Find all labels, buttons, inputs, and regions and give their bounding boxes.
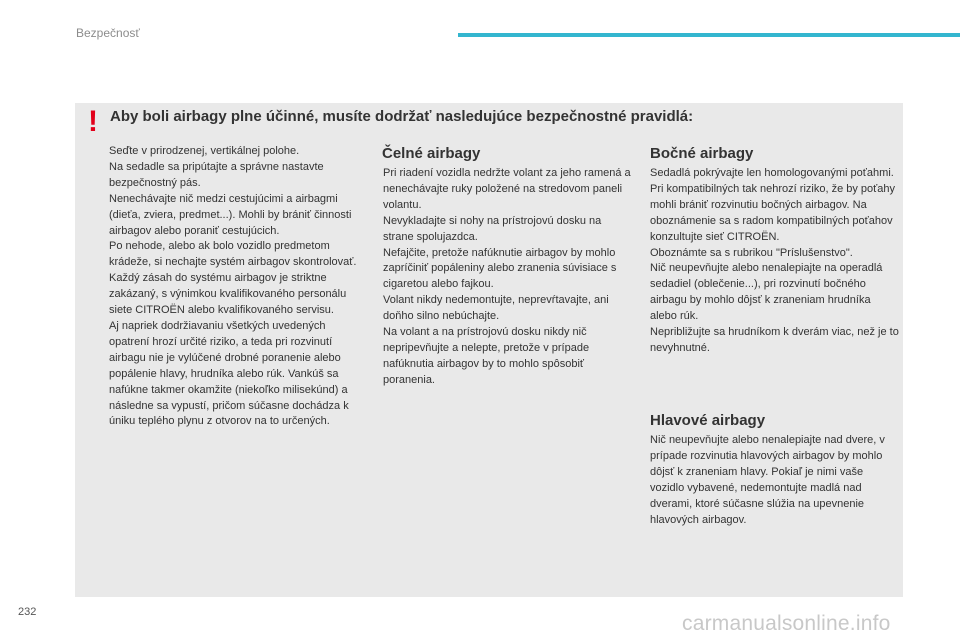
warning-icon: ! (88, 105, 98, 138)
general-paragraph: Každý zásah do systému airbagov je striktne zakázaný, s výnimkou kvalifikovaného personálu siete CITROËN alebo kvalifikovaného servisu. (109, 272, 347, 317)
frontal-paragraph: Pri riadení vozidla nedržte volant za jeho ramená a nenechávajte ruky položené na stredovom paneli volantu. (383, 167, 631, 211)
header-rule (458, 33, 960, 37)
general-paragraph: Po nehode, alebo ak bolo vozidlo predmetom krádeže, si nechajte systém airbagov skontrolovať. (109, 240, 357, 269)
general-paragraph: Na sedadle sa pripútajte a správne nastavte bezpečnostný pás. (109, 160, 324, 189)
side-paragraph: Oboznámte sa s rubrikou "Príslušenstvo". (650, 246, 853, 259)
head-paragraph: Nič neupevňujte alebo nenalepiajte nad dvere, v prípade rozvinutia hlavových airbagov by mohlo dôjsť k zraneniam hlavy. Pokiaľ je nimi vaše vozidlo vybavené, nedemontujte madlá nad dverami, ktoré súčasne slúžia na upevnenie hlavových airbagov. (650, 434, 885, 526)
general-paragraph: Seďte v prirodzenej, vertikálnej polohe. (109, 145, 300, 157)
general-paragraph: Nenechávajte nič medzi cestujúcimi a airbagmi (dieťa, zviera, predmet...). Mohli by brániť činnosti airbagov alebo poraniť cestujúcich. (109, 192, 352, 237)
frontal-airbags-text (383, 166, 633, 389)
head-airbags-text (650, 433, 900, 528)
side-airbags-text (650, 166, 900, 357)
frontal-paragraph: Na volant a na prístrojovú dosku nikdy nič nepripevňujte a nelepte, pretože v prípade nafúknutia airbagov by to mohlo spôsobiť poranenia. (383, 326, 590, 386)
section-label: Bezpečnosť (76, 26, 140, 40)
head-airbags-heading: Hlavové airbagy (650, 412, 766, 429)
watermark: carmanualsonline.info (682, 612, 891, 635)
frontal-paragraph: Nevykladajte si nohy na prístrojovú dosku na strane spolujazdca. (383, 214, 602, 243)
side-paragraph: Nič neupevňujte alebo nenalepiajte na operadlá sedadiel (oblečenie...), pri rozvinutí bočného airbagu by mohlo dôjsť k zraneniam hrudníka alebo rúk. (650, 262, 883, 323)
frontal-airbags-heading: Čelné airbagy (382, 145, 481, 162)
panel-title: Aby boli airbagy plne účinné, musíte dodržať nasledujúce bezpečnostné pravidlá: (110, 108, 694, 125)
frontal-paragraph: Volant nikdy nedemontujte, neprevŕtavajte, ani doňho silno nebúchajte. (383, 294, 609, 323)
side-airbags-heading: Bočné airbagy (650, 145, 754, 162)
side-paragraph: Sedadlá pokrývajte len homologovanými poťahmi. Pri kompatibilných tak nehrozí riziko, že by poťahy mohli brániť rozvinutiu bočných airbagov. Na oboznámenie sa s radom kompatibilných poťahov konzultujte sieť CITROËN. (650, 167, 896, 243)
side-paragraph: Nepribližujte sa hrudníkom k dverám viac, než je to nevyhnutné. (650, 326, 899, 354)
general-rules (109, 144, 364, 430)
page-number: 232 (18, 606, 37, 618)
frontal-paragraph: Nefajčite, pretože nafúknutie airbagov by mohlo zapríčiniť popáleniny alebo zranenia súvisiace s cigaretou alebo fajkou. (383, 246, 617, 291)
general-paragraph: Aj napriek dodržiavaniu všetkých uvedených opatrení hrozí určité riziko, a teda pri rozvinutí airbagu nie je vylúčené drobné poranenie alebo popálenie hlavy, hrudníka alebo rúk. Vankúš sa nafúkne takmer okamžite (niekoľko milisekúnd) a následne sa vypustí, pričom súčasne dochádza k úniku teplého plynu z otvorov na to určených. (109, 319, 349, 428)
